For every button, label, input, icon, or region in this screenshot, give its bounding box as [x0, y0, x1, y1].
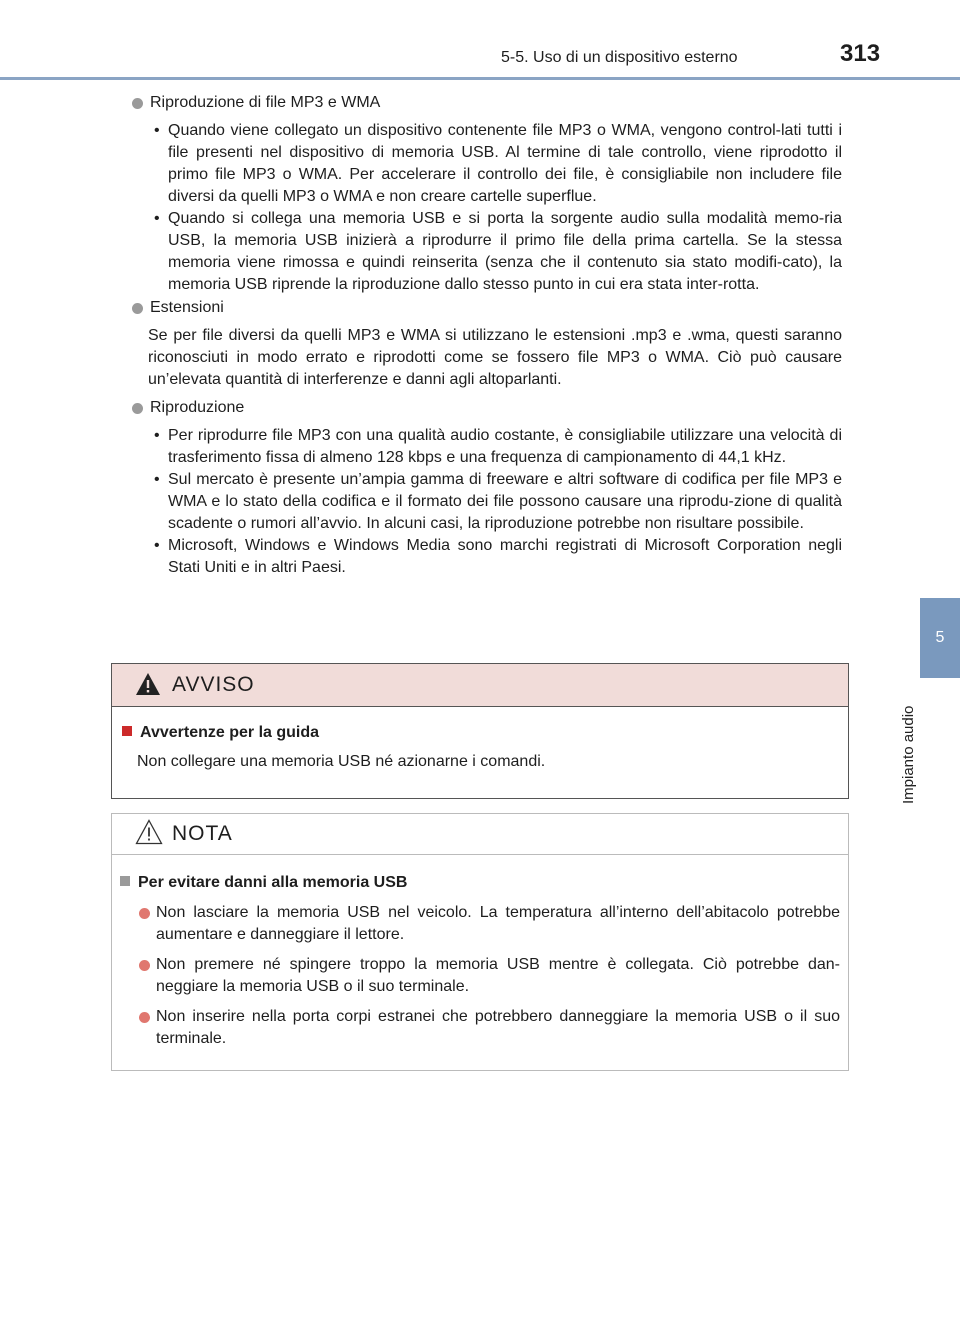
paragraph: Se per file diversi da quelli MP3 e WMA si utilizzano le estensioni .mp3 e .wma, questi saranno riconosciuti in modo errato e riprodotti come se fossero file MP3 o WMA. Ciò può causare un’elevata quantità di interferenze e danni agli altoparlanti.: [148, 327, 842, 388]
bullet-dot-icon: [139, 1012, 150, 1023]
bullet-dot-icon: [139, 908, 150, 919]
page-number: 313: [840, 40, 881, 67]
warning-item-text: Non collegare una memoria USB né azionarne i comandi.: [137, 753, 546, 770]
list-item-text: Microsoft, Windows e Windows Media sono marchi registrati di Microsoft Corporation negli Stati Uniti e in altri Paesi.: [168, 537, 842, 576]
list-item: [130, 120, 842, 208]
chapter-tab[interactable]: 5: [920, 598, 960, 678]
note-list-item: [120, 954, 840, 998]
red-square-icon: [122, 726, 132, 736]
section-heading-text: Estensioni: [150, 299, 224, 316]
bullet-dot-icon: [132, 303, 143, 314]
list-item: [130, 469, 842, 535]
bullet-mark-icon: •: [154, 537, 160, 554]
warning-box: [111, 663, 849, 799]
header-rule: [0, 77, 960, 80]
note-list-item-text: Non lasciare la memoria USB nel veicolo. La temperatura all’interno dell’abitacolo potrebbe aumentare e danneggiare il lettore.: [156, 904, 840, 943]
note-title: NOTA: [172, 822, 233, 845]
bullet-mark-icon: •: [154, 122, 160, 139]
bullet-dot-icon: [132, 403, 143, 414]
section-heading-text: Riproduzione di file MP3 e WMA: [150, 94, 381, 111]
bullet-mark-icon: •: [154, 210, 160, 227]
list-item-text: Quando viene collegato un dispositivo contenente file MP3 o WMA, vengono control-lati tutti i file presenti nel dispositivo di memoria USB. Al termine di tale controllo, viene riprodotto il primo file MP3 o WMA. Per accelerare il controllo dei file, è consigliabile non includere file diversi da quelli MP3 o WMA e non creare cartelle superflue.: [168, 122, 842, 205]
section-title: 5-5. Uso di un dispositivo esterno: [501, 49, 738, 66]
note-item-heading: [120, 872, 840, 894]
list-item-text: Sul mercato è presente un’ampia gamma di freeware e altri software di codifica per file MP3 e WMA e lo stato della codifica e il formato dei file possono causare una riprodu-zione di qualità scadente o rumori all’avvio. In alcuni casi, la riproduzione potrebbe non risultare possibile.: [168, 471, 842, 532]
note-box: [111, 813, 849, 1071]
page-header: [0, 0, 960, 80]
chapter-label-text: Impianto audio: [900, 705, 917, 804]
caution-triangle-icon: [135, 819, 163, 845]
grey-square-icon: [120, 876, 130, 886]
note-header: [112, 814, 848, 855]
section-heading: [130, 297, 842, 319]
bullet-mark-icon: •: [154, 427, 160, 444]
list-item: [130, 535, 842, 579]
bullet-dot-icon: [139, 960, 150, 971]
warning-title: AVVISO: [172, 673, 255, 696]
section-heading: [130, 397, 842, 419]
list-item-text: Quando si collega una memoria USB e si porta la sorgente audio sulla modalità memo-ria USB, la memoria USB inizierà a riprodurre il primo file della prima cartella. Se la stessa memoria viene rimossa e quindi reinserita (senza che il contenuto sia stato modifi-cato), la memoria USB riprende la riproduzione dallo stesso punto in cui era stata inter-rotta.: [168, 210, 842, 293]
note-list-item-text: Non premere né spingere troppo la memoria USB mentre è collegata. Ciò potrebbe dan-neggiare la memoria USB o il suo terminale.: [156, 956, 840, 995]
bullet-mark-icon: •: [154, 471, 160, 488]
note-body: [120, 872, 840, 1050]
note-list-item-text: Non inserire nella porta corpi estranei che potrebbero danneggiare la memoria USB o il suo terminale.: [156, 1008, 840, 1047]
warning-triangle-icon: [135, 672, 161, 696]
list-item: [130, 208, 842, 296]
section-heading-text: Riproduzione: [150, 399, 245, 416]
section-heading: [130, 92, 842, 114]
warning-item-heading: [122, 724, 319, 742]
warning-header: [112, 664, 848, 707]
note-list-item: [120, 1006, 840, 1050]
chapter-label: [898, 690, 918, 810]
note-item-heading-text: Per evitare danni alla memoria USB: [138, 874, 408, 891]
main-content: [130, 92, 842, 579]
list-item: [130, 425, 842, 469]
warning-item-heading-text: Avvertenze per la guida: [140, 724, 320, 741]
list-item-text: Per riprodurre file MP3 con una qualità audio costante, è consigliabile utilizzare una velocità di trasferimento fissa di almeno 128 kbps e una frequenza di campionamento di 44,1 kHz.: [168, 427, 842, 466]
bullet-dot-icon: [132, 98, 143, 109]
note-list-item: [120, 902, 840, 946]
